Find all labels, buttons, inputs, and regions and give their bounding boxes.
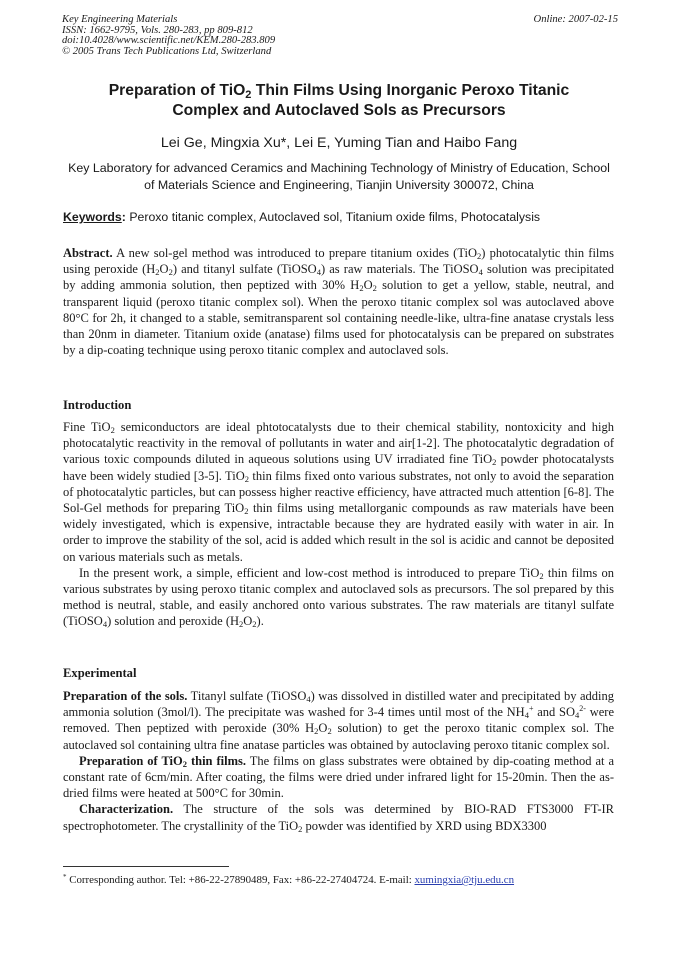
- journal-copyright: © 2005 Trans Tech Publications Ltd, Switzerland: [62, 45, 272, 57]
- intro-paragraph-1: Fine TiO$_2$ semiconductors are ideal phtotocatalysts due to their chemical stability, nontoxicity and high photocatalytic reactivity in the removal of pollutants in water and air[1-2]. The photocatalytic degradation of various toxic compounds diluted in aqueous solutions using UV irradiated fine TiO$_2$ powder photocatalysts have been widely studied [3-5]. TiO$_2$ thin films fixed onto various substrates, not only to avoid the separation of photocatalytic particles, but can possess higher reactive efficiency, have attracted much attention [6-8]. The Sol-Gel methods for preparing TiO$_2$ thin films using metallorganic compounds as raw materials have been widely investigated, which is expensive, intractable because they are hydrated easily with water in air. In order to improve the stability of the sol, acid is added which result in the sol is acidic and cannot be deposited on various materials such as metals.: [63, 420, 615, 564]
- exp-paragraph-films: Preparation of TiO$_2$ thin films. The films on glass substrates were obtained by dip-coating method at a constant rate of 6cm/min. After coating, the films were dried under infrared light for 15-20min. Then the as-dried films were heated at 500°C for 30min.: [63, 753, 614, 801]
- journal-doi: doi:10.4028/www.scientific.net/KEM.280-283.809: [62, 35, 276, 47]
- abstract: Abstract. A new sol-gel method was introduced to prepare titanium oxides (TiO$_2$) photocatalytic thin films using peroxide $(H_2O_2)$ and titanyl sulfate (TiOSO$_4$) as raw materials. The TiOSO$_4$ solution was precipitated by adding ammonia solution, then peptized with 30% $H_2O_2$ solution to get a yellow, stable, neutral, and transparent liquid (peroxo titanic complex sol). When the peroxo titanic complex sol was autoclaved above 80°C for 2h, it changed to a stable, semitransparent sol containing needle-like, ultra-fine anatase crystals less than 20nm in diameter. Titanium oxide (anatase) films used for photocatalysis can be prepared on substrates by a dip-coating technique using peroxo titanic complex and autoclaved sols.: [63, 246, 614, 358]
- footnote: * Corresponding author. Tel: +86-22-27890489, Fax: +86-22-27404724. E-mail: xumingxia@tju.edu.cn: [63, 873, 515, 886]
- paper-title: Preparation of TiO$_2$ Thin Films Using Inorganic Peroxo Titanic Complex and Autoclaved Sols as Precursors: [108, 82, 570, 119]
- exp-paragraph-sols: Preparation of the sols. Titanyl sulfate (TiOSO$_4$) was dissolved in distilled water and precipitated by adding ammonia solution (3mol/l). The precipitate was washed for 3-4 times until most of the $NH_4^+$ and $SO_4^{2-}$ were removed. Then peptized with peroxide (30% $H_2O_2$ solution) to get the peroxo titanic complex sol. The autoclaved sol containing ultra fine anatase particles was obtained by autoclaving peroxo titanic complex sol.: [63, 689, 615, 752]
- journal-name: Key Engineering Materials: [62, 14, 178, 25]
- experimental-body: [63, 688, 614, 834]
- abstract-label: Abstract.: [63, 246, 113, 260]
- intro-paragraph-2: In the present work, a simple, efficient and low-cost method is introduced to prepare TiO$_2$ thin films on various substrates by using peroxo titanic complex and autoclaved sols as precursors. The sol prepared by this method is neutral, stable, and easily anchored onto various substrates. The raw materials are titanyl sulfate (TiOSO$_4$) solution and peroxide $(H_2O_2)$.: [63, 565, 614, 630]
- keywords-label: Keywords: [63, 210, 122, 224]
- keywords-text: Peroxo titanic complex, Autoclaved sol, Titanium oxide films, Photocatalysis: [129, 210, 541, 224]
- email-link[interactable]: xumingxia@tju.edu.cn: [414, 874, 515, 886]
- introduction-body: [63, 419, 614, 630]
- online-date: Online: 2007-02-15: [533, 14, 618, 25]
- affiliation: Key Laboratory for advanced Ceramics and Machining Technology of Ministry of Education, School of Materials Science and Engineering, Tianjin University 300072, China: [68, 161, 610, 192]
- introduction-heading: Introduction: [63, 398, 132, 412]
- exp-paragraph-characterization: Characterization. The structure of the sols was determined by BIO-RAD FTS3000 FT-IR spectrophotometer. The crystallinity of the TiO$_2$ powder was identified by XRD using BDX3300: [63, 802, 614, 834]
- experimental-heading: Experimental: [63, 666, 137, 680]
- journal-header: [62, 15, 618, 57]
- journal-issn: ISSN: 1662-9795, Vols. 280-283, pp 809-812: [62, 24, 253, 36]
- keywords: Keywords: Peroxo titanic complex, Autoclaved sol, Titanium oxide films, Photocatalysis: [63, 210, 541, 224]
- footnote-divider: [63, 866, 229, 867]
- author-list: Lei Ge, Mingxia Xu*, Lei E, Yuming Tian and Haibo Fang: [160, 135, 518, 151]
